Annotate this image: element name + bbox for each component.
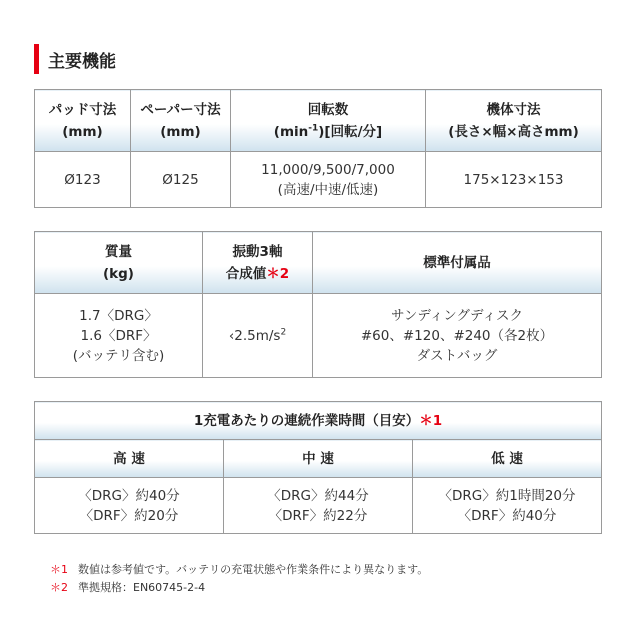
value-paper-size: Ø125 (131, 152, 231, 208)
runtime-title: 1充電あたりの連続作業時間（目安）＊1 (35, 402, 602, 440)
footnote-1: ＊1 数値は参考値です。バッテリの充電状態や作業条件により異なります。 (50, 563, 429, 576)
header-accessories: 標準付属品 (313, 232, 602, 294)
value-pad-size: Ø123 (35, 152, 131, 208)
table-header-row (35, 232, 602, 294)
spec-table-1 (34, 89, 602, 208)
table-header-row (35, 440, 602, 478)
header-body-dimensions: 機体寸法 (長さ×幅×高さmm) (426, 90, 602, 152)
header-vibration: 振動3軸 合成値＊2 (203, 232, 313, 294)
runtime-table (34, 401, 602, 534)
table-row (35, 294, 602, 378)
table-title-row (35, 402, 602, 440)
section-title: 主要機能 (48, 51, 116, 72)
footnotes (50, 561, 428, 597)
value-high-speed: 〈DRG〉約40分 〈DRF〉約20分 (35, 478, 224, 534)
header-mass: 質量 (kg) (35, 232, 203, 294)
value-body-dimensions: 175×123×153 (426, 152, 602, 208)
footnote-mark-2: ＊2 (266, 265, 290, 282)
header-mid-speed: 中 速 (224, 440, 413, 478)
heading-accent-bar (34, 44, 39, 74)
section-heading (34, 44, 116, 74)
value-mid-speed: 〈DRG〉約44分 〈DRF〉約22分 (224, 478, 413, 534)
header-low-speed: 低 速 (413, 440, 602, 478)
table-row (35, 152, 602, 208)
value-accessories: サンディングディスク #60、#120、#240（各2枚） ダストバッグ (313, 294, 602, 378)
header-rotation-speed: 回転数 $(\min^{-1})$[回転/分] (231, 90, 426, 152)
value-mass: 1.7〈DRG〉 1.6〈DRF〉 (バッテリ含む) (35, 294, 203, 378)
value-vibration: $‹2.5m/s^2$ (203, 294, 313, 378)
header-paper-size: ペーパー寸法 (mm) (131, 90, 231, 152)
value-low-speed: 〈DRG〉約1時間20分 〈DRF〉約40分 (413, 478, 602, 534)
table-header-row (35, 90, 602, 152)
footnote-2: ＊2 準拠規格：EN60745-2-4 (50, 581, 206, 594)
value-rotation-speed: 11,000/9,500/7,000 (高速/中速/低速) (231, 152, 426, 208)
header-high-speed: 高 速 (35, 440, 224, 478)
table-row (35, 478, 602, 534)
spec-table-2 (34, 231, 602, 378)
footnote-mark-1: ＊1 (419, 412, 443, 429)
header-pad-size: パッド寸法 (mm) (35, 90, 131, 152)
